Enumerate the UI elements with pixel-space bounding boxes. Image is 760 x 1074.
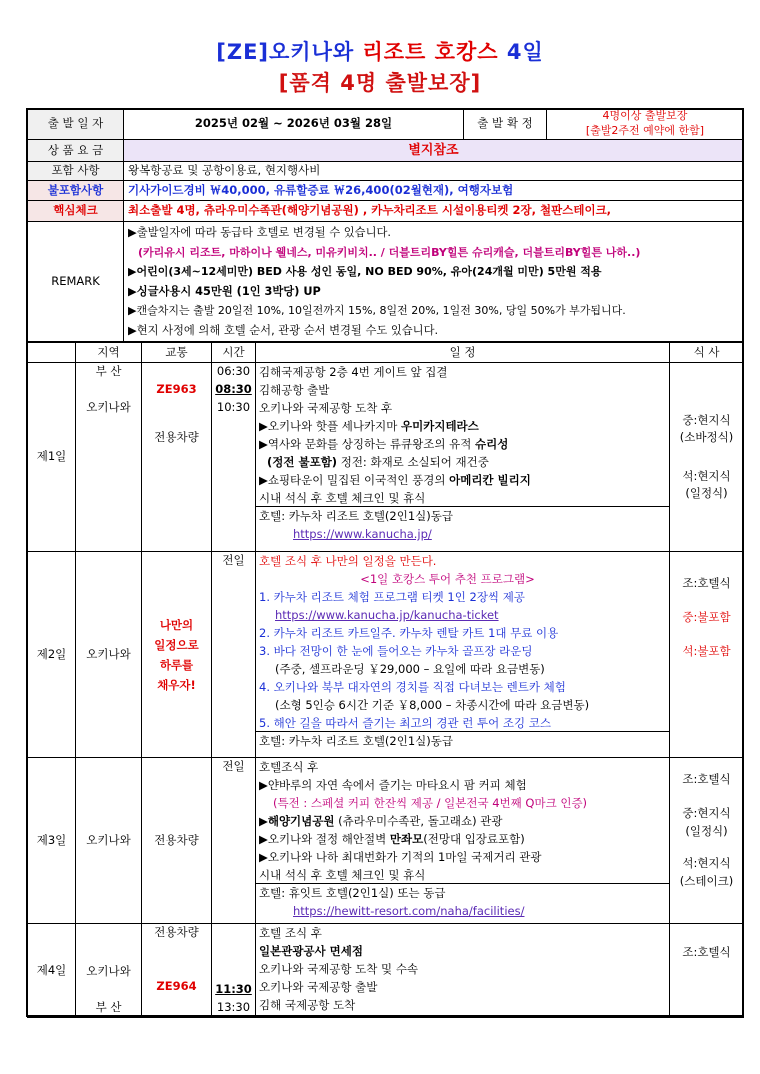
title-highlight: 리조트 호캉스 [362,40,499,64]
day4-meal-breakfast: 조:호텔식 [682,945,731,959]
day1-region [76,363,142,552]
day1-line-text: ▶오키나와 핫플 세나카지마 [259,419,402,433]
remark-list [124,222,744,342]
day3-hotel-link[interactable]: https://hewitt-resort.com/naha/facilities/ [293,904,525,918]
day3-line: (특전 : 스페셜 커피 한잔씩 제공 / 일본전국 4번째 Q마크 인증) [273,796,588,810]
day3-line-text: (츄라우미수족관, 돌고래쇼) 관광 [334,814,503,828]
header-itinerary: 일 정 [256,343,670,363]
excluded-value: 기사가이드경비 ￦40,000, 유류할증료 ￦26,400(02월현재), 여행자보험 [124,181,744,201]
day4-time-departure: 11:30 [215,982,252,996]
day4-transport-vehicle: 전용차량 [154,925,199,939]
day2-label: 제2일 [28,552,76,758]
day1-line-highlight: 아메리칸 빌리지 [449,473,531,487]
day4-times [212,924,256,1018]
day1-meal-lunch-detail: (소바정식) [679,429,734,444]
day4-row [28,924,744,1018]
day1-meal-dinner: 석:현지식 [682,469,731,483]
schedule-header-row [28,343,744,363]
day2-region: 오키나와 [76,552,142,758]
day1-itinerary [256,363,670,552]
day1-flight: ZE963 [156,382,197,396]
day3-line-text: ▶오키나와 절정 해안절벽 [259,832,390,846]
day2-transport-line: 채우자! [157,677,196,692]
day4-flight: ZE964 [156,979,197,993]
day3-line: ▶오키나와 나하 최대번화가 기적의 1마일 국제거리 관광 [259,850,542,864]
day1-region-origin: 부 산 [95,364,122,378]
day3-meal-lunch-detail: (일정식) [685,824,728,838]
price-label: 상 품 요 금 [28,140,124,162]
day4-line: 일본관광공사 면세점 [259,944,363,958]
page-title [0,36,760,66]
day2-line: 4. 오키나와 북부 대자연의 경치를 직접 다녀보는 렌트카 체험 [259,680,566,694]
day1-times [212,363,256,552]
day3-meals [670,758,744,924]
day2-meal-dinner: 석:불포함 [682,644,731,658]
day3-line: 호텔조식 후 [259,760,319,774]
day3-transport: 전용차량 [142,758,212,924]
day1-time-arrival: 10:30 [216,400,251,414]
title-suffix: 4일 [498,40,544,64]
day3-line-highlight: ▶해양기념공원 [259,814,335,828]
day4-transport [142,924,212,1018]
day1-line-highlight: 슈리성 [474,437,509,451]
remark-item: ▶어린이(3세~12세미만) BED 사용 성인 동일, NO BED 90%, 유아(24개월 미만) 5만원 적용 [128,265,602,278]
day4-itinerary [256,924,670,1018]
day2-transport-line: 하루를 [159,657,194,672]
day2-meals [670,552,744,758]
day2-meal-lunch: 중:불포함 [682,610,731,624]
day3-itinerary [256,758,670,924]
day1-meal-lunch: 중:현지식 [682,412,731,427]
core-value: 최소출발 4명, 츄라우미수족관(해양기념공원) , 카누차리조트 시설이용티켓 2장, 철판스테이크, [124,201,744,222]
day1-line [259,453,666,471]
page-subtitle: [품격 4명 출발보장] [278,71,482,95]
day1-row [28,363,744,552]
price-value: 별지참조 [124,140,744,162]
day4-line: 김해 국제공항 도착 [259,998,356,1012]
day1-line: 김해국제공항 2층 4번 게이트 앞 집결 [259,365,448,379]
day3-label: 제3일 [28,758,76,924]
day4-time-arrival: 13:30 [216,1000,251,1014]
excluded-label: 불포함사항 [28,181,124,201]
day1-meal-dinner-detail: (일정식) [685,486,728,501]
day2-line: 호텔 조식 후 나만의 일정을 만든다. [259,554,437,568]
day4-label: 제4일 [28,924,76,1018]
header-time: 시간 [212,343,256,363]
day3-line: ▶얀바루의 자연 속에서 즐기는 마타요시 팜 커피 체험 [259,778,527,792]
header-meals: 식 사 [670,343,744,363]
day2-line: 1. 카누차 리조트 체험 프로그램 티켓 1인 2장씩 제공 [259,590,525,604]
day1-label: 제1일 [28,363,76,552]
day3-time: 전일 [212,758,256,924]
included-value: 왕복항공료 및 공항이용료, 현지행사비 [124,162,744,181]
remark-item: (카리유시 리조트, 마하이나 웰네스, 미유키비치.. / 더블트리BY힐튼 슈리캐슬, 더블트리BY힐튼 나하..) [138,245,641,259]
day2-line: (주중, 셀프라운딩 ￥29,000 – 요일에 따라 요금변동) [275,662,545,676]
day2-hotel: 호텔: 카누차 리조트 호텔(2인1실)동급 [259,734,453,748]
day1-time-assembly: 06:30 [216,364,251,378]
info-table [27,108,744,342]
day1-line: 시내 석식 후 호텔 체크인 및 휴식 [256,489,669,507]
day3-region: 오키나와 [76,758,142,924]
day4-line: 호텔 조식 후 [259,926,322,940]
day1-line: 김해공항 출발 [259,383,330,397]
day2-line: (소형 5인승 6시간 기준 ￥8,000 – 차종시간에 따라 요금변동) [275,698,590,712]
title-prefix: [ZE]오키나와 [216,40,363,64]
day3-line [259,812,666,830]
day4-line: 오키나와 국제공항 출발 [259,980,378,994]
remark-label: REMARK [28,222,124,342]
day1-transport [142,363,212,552]
day2-itinerary [256,552,670,758]
day1-line-text: ▶역사와 문화를 상징하는 류큐왕조의 유적 [259,437,475,451]
confirm-label: 출 발 확 정 [464,109,547,140]
departure-label: 출 발 일 자 [28,109,124,140]
day3-line-text: (전망대 입장료포함) [423,832,525,846]
day3-meal-lunch: 중:현지식 [682,806,731,820]
confirm-line1: 4명이상 출발보장 [602,109,688,123]
day2-line: 3. 바다 전망이 한 눈에 들어오는 카누차 골프장 라운딩 [259,644,533,658]
core-row [28,201,744,222]
day4-line: 오키나와 국제공항 도착 및 수속 [259,962,419,976]
remark-item: ▶싱글사용시 45만원 (1인 3박당) UP [128,284,321,298]
day4-meals [670,924,744,1018]
day3-meal-dinner: 석:현지식 [682,856,731,870]
day3-line [259,830,666,848]
remark-item: ▶현지 사정에 의해 호텔 순서, 관광 순서 변경될 수도 있습니다. [128,323,439,337]
departure-value: 2025년 02월 ~ 2026년 03월 28일 [124,109,464,140]
day1-transport-vehicle: 전용차량 [154,430,199,444]
day4-region [76,924,142,1018]
day3-hotel: 호텔: 휴잇트 호텔(2인1실) 또는 동급 [259,886,446,900]
day2-line: 5. 해안 길을 따라서 즐기는 최고의 경관 런 투어 조깅 코스 [256,714,669,732]
remark-row [28,222,744,342]
day3-line-highlight: 만좌모 [389,832,424,846]
excluded-row [28,181,744,201]
day4-region-destination: 부 산 [95,1000,122,1014]
day2-line: 2. 카누차 리조트 카트일주. 카누차 렌탈 카트 1대 무료 이용 [259,626,559,640]
schedule-table [27,342,744,1018]
day2-transport-line: 나만의 [159,617,194,632]
day2-transport [142,552,212,758]
day1-line-highlight: 우미카지테라스 [401,419,479,433]
day1-line-text: 정전: 화재로 소실되어 재건중 [337,455,489,469]
day1-line-highlight: (정전 불포함) [267,455,338,469]
day2-time: 전일 [212,552,256,758]
remark-item: ▶출발일자에 따라 동급타 호텔로 변경될 수 있습니다. [128,226,391,239]
day1-time-departure: 08:30 [215,382,252,396]
day2-ticket-link[interactable]: https://www.kanucha.jp/kanucha-ticket [275,608,499,622]
included-row [28,162,744,181]
core-label: 핵심체크 [28,201,124,222]
header-region: 지역 [76,343,142,363]
day2-meal-breakfast: 조:호텔식 [682,576,731,590]
day3-line: 시내 석식 후 호텔 체크인 및 휴식 [256,866,669,884]
day1-meals [670,363,744,552]
confirm-line2: [출발2주전 예약에 한함] [585,124,705,137]
departure-row [28,109,744,140]
remark-item: ▶캔슬차지는 출발 20일전 10%, 10일전까지 15%, 8일전 20%, 1일전 30%, 당일 50%가 부가됩니다. [128,304,626,317]
day2-line: <1일 호캉스 투어 추천 프로그램> [360,572,535,586]
day1-hotel: 호텔: 카누차 리조트 호텔(2인1실)동급 [259,509,453,523]
day3-meal-dinner-detail: (스테이크) [679,874,734,888]
day2-row [28,552,744,758]
header-transport: 교통 [142,343,212,363]
included-label: 포함 사항 [28,162,124,181]
confirm-value [547,109,744,140]
day1-hotel-link[interactable]: https://www.kanucha.jp/ [293,527,432,541]
day1-line-text: ▶쇼핑타운이 밀집된 이국적인 풍경의 [259,473,450,487]
day1-region-destination: 오키나와 [86,400,131,414]
day3-meal-breakfast: 조:호텔식 [682,772,731,786]
day1-line: 오키나와 국제공항 도착 후 [259,401,393,415]
day2-transport-line: 일정으로 [154,637,199,652]
day3-row [28,758,744,924]
day1-line [259,435,666,453]
day1-line [259,417,666,435]
day4-region-origin: 오키나와 [86,964,131,978]
day1-line [259,471,666,489]
price-row [28,140,744,162]
